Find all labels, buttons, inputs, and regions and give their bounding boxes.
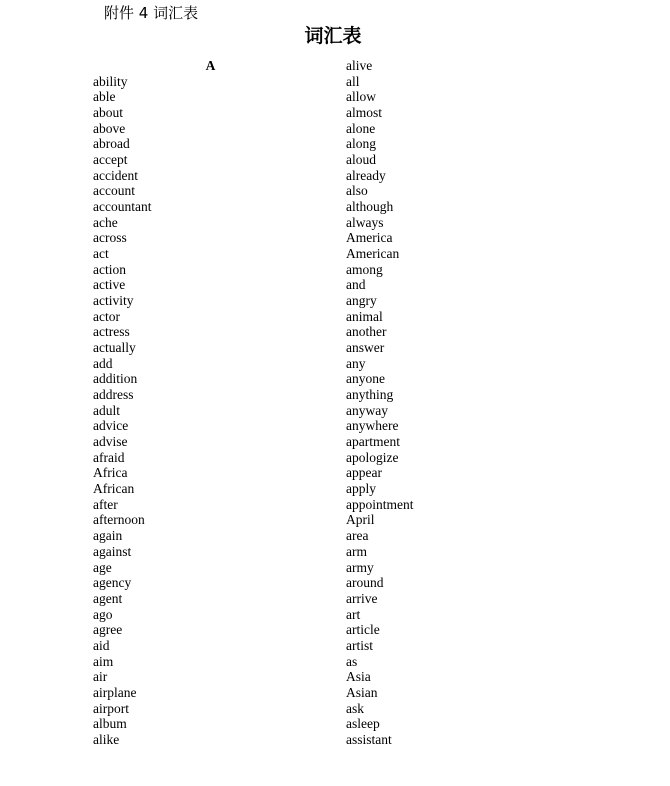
vocabulary-word: angry: [346, 293, 377, 309]
word-list-right: [346, 58, 586, 748]
vocabulary-word: ability: [93, 73, 128, 89]
page-title: 词汇表: [304, 25, 362, 47]
vocabulary-word: afraid: [93, 449, 125, 465]
vocabulary-word: across: [93, 230, 127, 246]
vocabulary-word: addition: [93, 371, 138, 387]
vocabulary-word: all: [346, 73, 360, 89]
vocabulary-word: air: [93, 669, 108, 685]
vocabulary-word: agree: [93, 622, 123, 638]
vocabulary-word: actress: [93, 324, 130, 340]
vocabulary-word: add: [93, 355, 113, 371]
vocabulary-word: action: [93, 261, 126, 277]
vocabulary-word: aloud: [346, 152, 376, 168]
vocabulary-word: anyone: [346, 371, 385, 387]
vocabulary-word: around: [346, 575, 384, 591]
vocabulary-word: agency: [93, 575, 132, 591]
vocabulary-word: African: [93, 481, 135, 497]
vocabulary-word: accident: [93, 167, 138, 183]
vocabulary-word: about: [93, 105, 123, 121]
vocabulary-word: active: [93, 277, 126, 293]
vocabulary-word: assistant: [346, 731, 392, 747]
vocabulary-word: always: [346, 214, 384, 230]
vocabulary-word: appear: [346, 465, 382, 481]
vocabulary-word: above: [93, 120, 126, 136]
vocabulary-word: aim: [93, 653, 114, 669]
vocabulary-word: account: [93, 183, 135, 199]
vocabulary-word: animal: [346, 308, 383, 324]
vocabulary-word: anyway: [346, 402, 388, 418]
vocabulary-word: apologize: [346, 449, 399, 465]
vocabulary-word: area: [346, 528, 369, 544]
vocabulary-word: apply: [346, 481, 376, 497]
vocabulary-word: also: [346, 183, 368, 199]
vocabulary-word: arrive: [346, 590, 378, 606]
vocabulary-word: art: [346, 606, 361, 622]
vocabulary-word: America: [346, 230, 393, 246]
vocabulary-word: although: [346, 199, 394, 215]
vocabulary-word: ask: [346, 700, 364, 716]
vocabulary-word: artist: [346, 637, 373, 653]
vocabulary-word: almost: [346, 105, 382, 121]
vocabulary-word: army: [346, 559, 374, 575]
vocabulary-word: answer: [346, 340, 385, 356]
vocabulary-word: aid: [93, 637, 110, 653]
vocabulary-word: ago: [93, 606, 113, 622]
vocabulary-word: article: [346, 622, 380, 638]
vocabulary-word: apartment: [346, 434, 400, 450]
vocabulary-word: activity: [93, 293, 134, 309]
vocabulary-word: against: [93, 543, 132, 559]
vocabulary-word: as: [346, 653, 358, 669]
attachment-label: 附件 4 词汇表: [104, 4, 199, 22]
vocabulary-word: any: [346, 355, 366, 371]
section-heading-letter: A: [205, 58, 216, 73]
vocabulary-word: agent: [93, 590, 123, 606]
vocabulary-word: abroad: [93, 136, 130, 152]
vocabulary-word: another: [346, 324, 387, 340]
vocabulary-word: again: [93, 528, 123, 544]
vocabulary-word: actor: [93, 308, 120, 324]
vocabulary-word: actually: [93, 340, 136, 356]
vocabulary-word: afternoon: [93, 512, 145, 528]
vocabulary-word: ache: [93, 214, 118, 230]
vocabulary-column-right: [346, 58, 586, 748]
vocabulary-word: appointment: [346, 496, 414, 512]
vocabulary-word: address: [93, 387, 134, 403]
vocabulary-word: accountant: [93, 199, 152, 215]
vocabulary-word: American: [346, 246, 400, 262]
vocabulary-word: age: [93, 559, 112, 575]
vocabulary-word: act: [93, 246, 109, 262]
vocabulary-word: album: [93, 716, 127, 732]
vocabulary-word: airplane: [93, 684, 137, 700]
vocabulary-word: among: [346, 261, 383, 277]
vocabulary-word: adult: [93, 402, 120, 418]
vocabulary-word: anything: [346, 387, 394, 403]
vocabulary-word: allow: [346, 89, 376, 105]
vocabulary-word: asleep: [346, 716, 380, 732]
vocabulary-word: already: [346, 167, 386, 183]
vocabulary-column-left: [93, 58, 333, 748]
vocabulary-word: alike: [93, 731, 120, 747]
vocabulary-word: anywhere: [346, 418, 399, 434]
vocabulary-word: and: [346, 277, 366, 293]
vocabulary-word: Africa: [93, 465, 128, 481]
vocabulary-word: alive: [346, 58, 373, 73]
vocabulary-word: after: [93, 496, 118, 512]
vocabulary-word: accept: [93, 152, 128, 168]
vocabulary-word: arm: [346, 543, 367, 559]
vocabulary-word: airport: [93, 700, 129, 716]
vocabulary-word: able: [93, 89, 116, 105]
vocabulary-word: Asian: [346, 684, 378, 700]
vocabulary-word: advise: [93, 434, 128, 450]
word-list-left: [93, 74, 333, 748]
vocabulary-word: along: [346, 136, 376, 152]
vocabulary-word: alone: [346, 120, 376, 136]
vocabulary-word: advice: [93, 418, 129, 434]
vocabulary-word: Asia: [346, 669, 371, 685]
vocabulary-word: April: [346, 512, 375, 528]
